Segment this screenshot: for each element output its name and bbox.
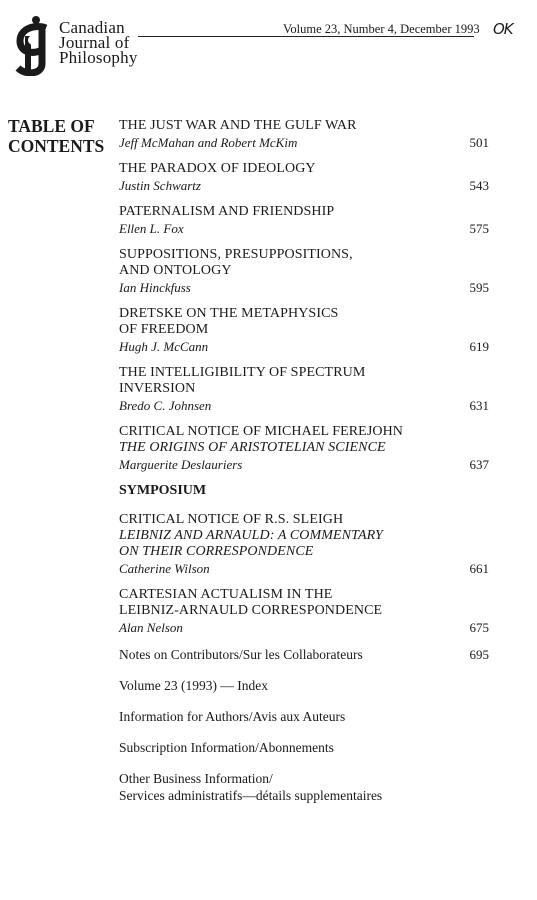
article-author: Justin Schwartz: [119, 178, 201, 193]
toc-entry[interactable]: [119, 204, 489, 237]
article-author: Catherine Wilson: [119, 561, 210, 576]
article-author: Ellen L. Fox: [119, 221, 184, 236]
toc-entry[interactable]: [119, 247, 489, 296]
book-title-line: ON THEIR CORRESPONDENCE: [119, 544, 314, 559]
article-title: [119, 161, 489, 177]
page-number: 661: [469, 561, 489, 576]
article-title: [119, 365, 489, 397]
toc-entry[interactable]: [119, 365, 489, 414]
page-number: 543: [469, 178, 489, 193]
book-title-line: LEIBNIZ AND ARNAULD: A COMMENTARY: [119, 528, 383, 543]
toc-entry[interactable]: [119, 118, 489, 151]
cjp-monogram-icon: [6, 14, 60, 76]
title-line: LEIBNIZ-ARNAULD CORRESPONDENCE: [119, 603, 383, 618]
toc-entry[interactable]: [119, 512, 489, 577]
page-number: 637: [469, 457, 489, 472]
handwritten-note: OK: [493, 20, 513, 38]
journal-name-line: Philosophy: [59, 48, 138, 67]
title-line: THE JUST WAR AND THE GULF WAR: [119, 118, 357, 133]
toc-heading-line: CONTENTS: [8, 136, 105, 156]
volume-info: Volume 23, Number 4, December 1993: [283, 22, 480, 36]
back-matter-label: Information for Authors/Avis aux Auteurs: [119, 709, 346, 724]
article-title: [119, 424, 489, 456]
title-line: CRITICAL NOTICE OF R.S. SLEIGH: [119, 512, 344, 527]
page-number: 695: [469, 647, 489, 662]
toc-entry[interactable]: [119, 306, 489, 355]
page-number: 575: [469, 221, 489, 236]
title-line: INVERSION: [119, 381, 196, 396]
page-number: 501: [469, 135, 489, 150]
page-number: 631: [469, 398, 489, 413]
toc-heading: [8, 116, 104, 156]
back-matter-label: Volume 23 (1993) — Index: [119, 678, 268, 693]
back-matter-item[interactable]: [119, 708, 489, 725]
page-number: 595: [469, 280, 489, 295]
article-title: [119, 512, 489, 560]
back-matter-item[interactable]: [119, 677, 489, 694]
page-number: 675: [469, 620, 489, 635]
article-title: [119, 247, 489, 279]
article-author: Jeff McMahan and Robert McKim: [119, 135, 298, 150]
journal-name: [59, 20, 138, 65]
back-matter-label: Services administratifs—détails supplementaires: [119, 788, 383, 803]
article-title: [119, 306, 489, 338]
back-matter-label: Notes on Contributors/Sur les Collaborateurs: [119, 647, 363, 662]
title-line: CRITICAL NOTICE OF MICHAEL FEREJOHN: [119, 424, 404, 439]
back-matter-item[interactable]: [119, 770, 489, 804]
toc-entry[interactable]: [119, 161, 489, 194]
title-line: CARTESIAN ACTUALISM IN THE: [119, 587, 333, 602]
article-author: Alan Nelson: [119, 620, 183, 635]
title-line: AND ONTOLOGY: [119, 263, 232, 278]
symposium-heading: SYMPOSIUM: [119, 483, 207, 498]
article-author: Ian Hinckfuss: [119, 280, 191, 295]
toc-entry[interactable]: [119, 587, 489, 636]
title-line: OF FREEDOM: [119, 322, 209, 337]
title-line: PATERNALISM AND FRIENDSHIP: [119, 204, 335, 219]
article-author: Bredo C. Johnsen: [119, 398, 212, 413]
title-line: SUPPOSITIONS, PRESUPPOSITIONS,: [119, 247, 353, 262]
back-matter-label: Other Business Information/: [119, 771, 273, 786]
page-number: 619: [469, 339, 489, 354]
title-line: THE PARADOX OF IDEOLOGY: [119, 161, 316, 176]
back-matter-label: Subscription Information/Abonnements: [119, 740, 334, 755]
toc-entry[interactable]: [119, 424, 489, 473]
journal-logo: [6, 14, 146, 76]
article-title: [119, 204, 489, 220]
title-line: THE INTELLIGIBILITY OF SPECTRUM: [119, 365, 366, 380]
book-title-line: THE ORIGINS OF ARISTOTELIAN SCIENCE: [119, 440, 386, 455]
back-matter-item[interactable]: [119, 739, 489, 756]
article-author: Marguerite Deslauriers: [119, 457, 243, 472]
toc-entries: [119, 118, 489, 818]
article-title: [119, 587, 489, 619]
title-line: DRETSKE ON THE METAPHYSICS: [119, 306, 339, 321]
toc-heading-line: TABLE OF: [8, 116, 95, 136]
back-matter-item[interactable]: [119, 646, 489, 663]
journal-name-line: Journal of: [59, 33, 130, 52]
article-author: Hugh J. McCann: [119, 339, 209, 354]
journal-name-line: Canadian: [59, 18, 125, 37]
article-title: [119, 118, 489, 134]
